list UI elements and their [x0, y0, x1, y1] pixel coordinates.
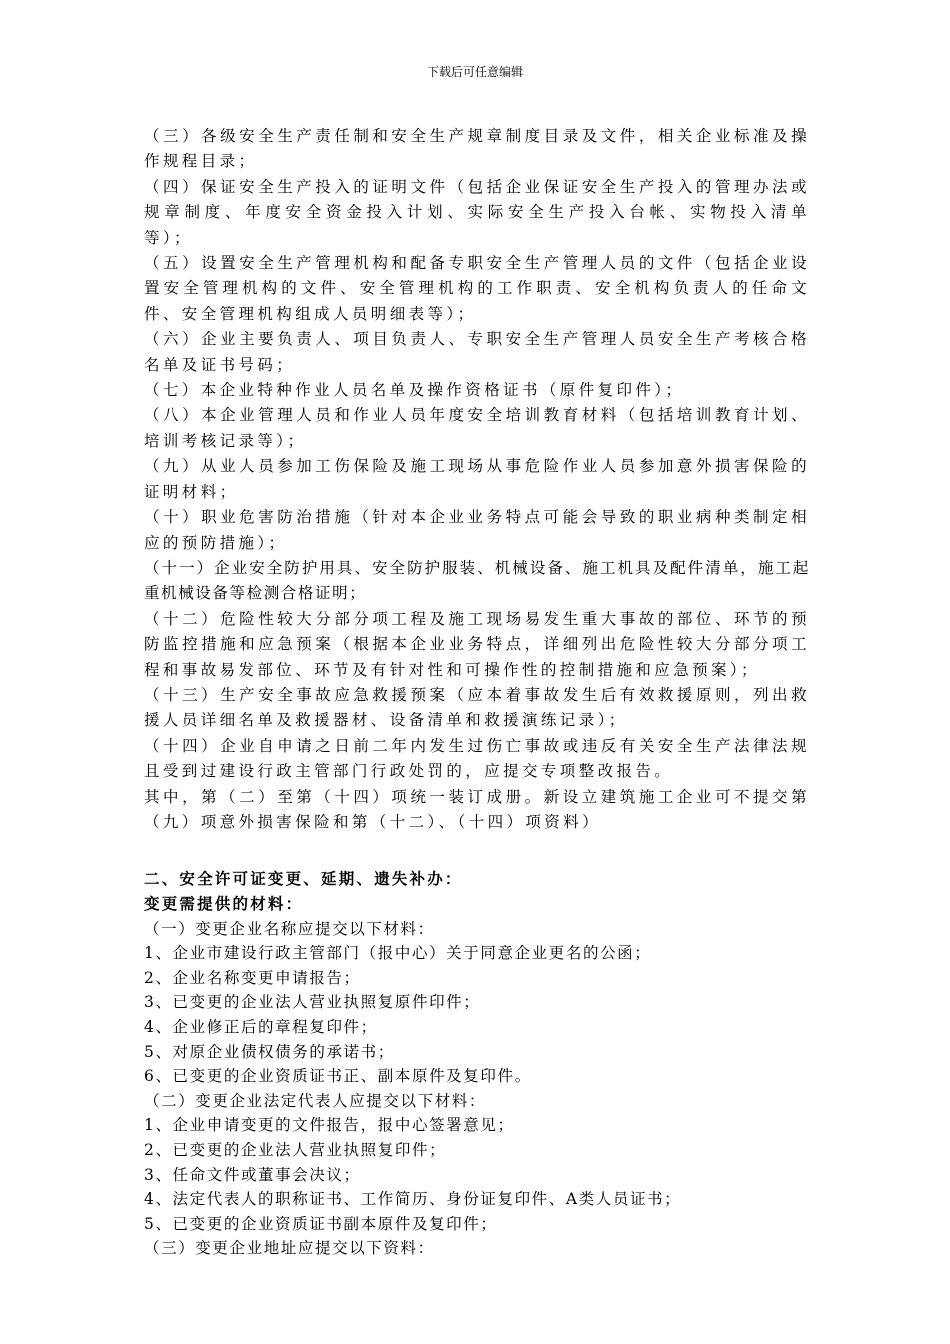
paragraph-item-9: （九）从业人员参加工伤保险及施工现场从事危险作业人员参加意外损害保险的证明材料； [144, 457, 810, 501]
list-item: 3、已变更的企业法人营业执照复原件印件； [144, 993, 481, 1012]
paragraph-item-13: （十三）生产安全事故应急救援预案（应本着事故发生后有效救援原则，列出救援人员详细名单及救援器材、设备清单和救援演练记录）； [144, 685, 810, 730]
paragraph-item-7: （七）本企业特种作业人员名单及操作资格证书（原件复印件）； [144, 381, 685, 400]
paragraph-item-8: （八）本企业管理人员和作业人员年度安全培训教育材料（包括培训教育计划、培训考核记录等）； [144, 406, 810, 450]
list-item: 1、企业申请变更的文件报告，报中心签署意见； [144, 1116, 515, 1135]
paragraph-item-11: （十一）企业安全防护用具、安全防护服装、机械设备、施工机具及配件清单，施工起重机械设备等检测合格证明； [144, 558, 810, 603]
paragraph-item-12: （十二）危险性较大分部分项工程及施工现场易发生重大事故的部位、环节的预防监控措施和应急预案（根据本企业业务特点，详细列出危险性较大分部分项工程和事故易发部位、环节及有针对性和可操作性的控制措施和应急预案）； [144, 609, 810, 679]
paragraph-item-14: （十四）企业自申请之日前二年内发生过伤亡事故或违反有关安全生产法律法规且受到过建设行政主管部门行政处罚的，应提交专项整改报告。 [144, 736, 810, 781]
list-item: （三）变更企业地址应提交以下资料： [144, 1239, 435, 1258]
list-item: 4、法定代表人的职称证书、工作简历、身份证复印件、A类人员证书； [144, 1190, 682, 1209]
list-item: 6、已变更的企业资质证书正、副本原件及复印件。 [144, 1067, 532, 1086]
list-item: 5、已变更的企业资质证书副本原件及复印件； [144, 1214, 498, 1233]
list-item: 3、任命文件或董事会决议； [144, 1165, 361, 1184]
paragraph-item-5: （五）设置安全生产管理机构和配备专职安全生产管理人员的文件（包括企业设置安全管理机构的文件、安全管理机构的工作职责、安全机构负责人的任命文件、安全管理机构组成人员明细表等）； [144, 254, 810, 323]
paragraph-item-3: （三）各级安全生产责任制和安全生产规章制度目录及文件，相关企业标准及操作规程目录； [144, 127, 810, 171]
list-item: 2、已变更的企业法人营业执照复印件； [144, 1140, 447, 1159]
page-header: 下载后可任意编辑 [426, 65, 523, 79]
list-item: （一）变更企业名称应提交以下材料： [144, 919, 435, 938]
list-item: （二）变更企业法定代表人应提交以下材料： [144, 1091, 487, 1110]
section-heading: 二、安全许可证变更、延期、遗失补办： [144, 869, 463, 889]
paragraph-item-4: （四）保证安全生产投入的证明文件（包括企业保证安全生产投入的管理办法或规章制度、年度安全资金投入计划、实际安全生产投入台帐、实物投入清单等）； [144, 177, 810, 247]
paragraph-item-6: （六）企业主要负责人、项目负责人、专职安全生产管理人员安全生产考核合格名单及证书号码； [144, 330, 810, 374]
list-item: 1、企业市建设行政主管部门（报中心）关于同意企业更名的公函； [144, 944, 652, 963]
document-body [144, 124, 810, 1261]
list-item: 2、企业名称变更申请报告； [144, 968, 361, 987]
paragraph-item-10: （十）职业危害防治措施（针对本企业业务特点可能会导致的职业病种类制定相应的预防措施）； [144, 508, 810, 552]
paragraph-binding-note: 其中，第（二）至第（十四）项统一装订成册。新设立建筑施工企业可不提交第（九）项意外损害保险和第（十二）、（十四）项资料） [144, 787, 810, 831]
list-item: 4、企业修正后的章程复印件； [144, 1017, 378, 1036]
list-item: 5、对原企业债权债务的承诺书； [144, 1042, 395, 1061]
section-subheading: 变更需提供的材料： [144, 893, 304, 913]
section-spacer [144, 835, 810, 867]
